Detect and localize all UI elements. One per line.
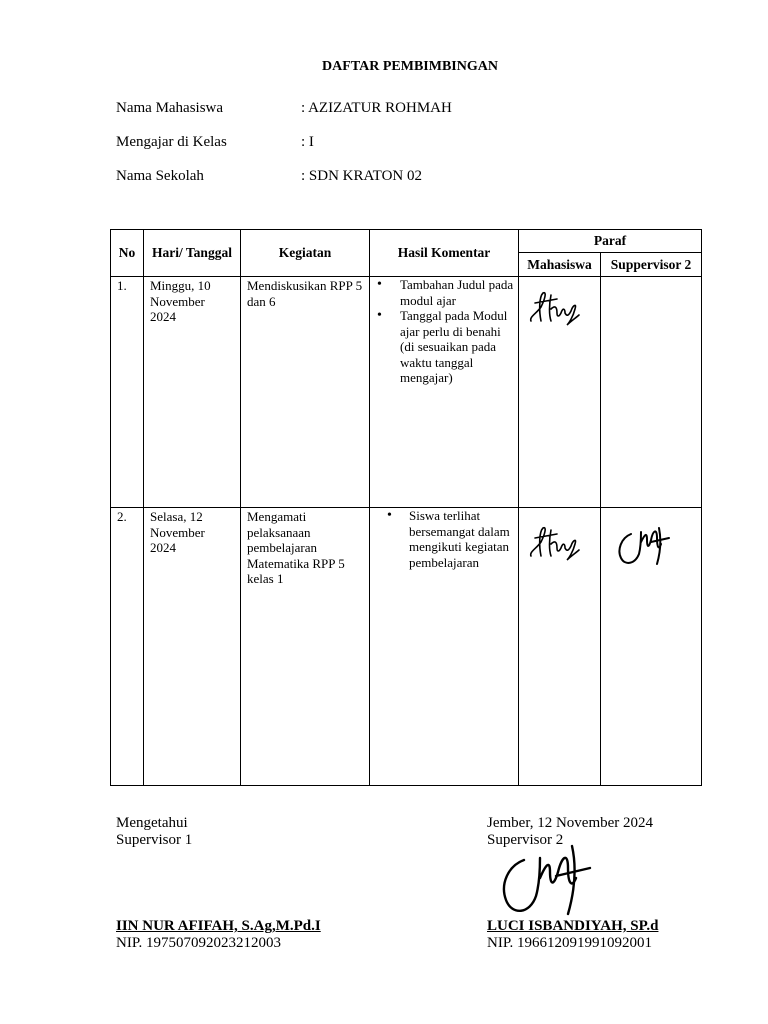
table-row bbox=[111, 277, 702, 508]
header-student: Mahasiswa bbox=[519, 253, 601, 277]
table-row bbox=[111, 508, 702, 786]
row-no: 1. bbox=[117, 278, 127, 293]
row-date: Minggu, 10 November 2024 bbox=[150, 278, 211, 324]
info-value: : AZIZATUR ROHMAH bbox=[301, 100, 452, 116]
document-title: DAFTAR PEMBIMBINGAN bbox=[322, 59, 498, 74]
info-value: : SDN KRATON 02 bbox=[301, 168, 422, 184]
header-date: Hari/ Tanggal bbox=[144, 230, 241, 277]
footer-right-signatory bbox=[487, 918, 658, 952]
student-signature-icon bbox=[527, 522, 581, 564]
supervisor-signature-icon bbox=[613, 520, 673, 570]
row-activity: Mengamati pelaksanaan pembelajaran Matematika RPP 5 kelas 1 bbox=[247, 509, 345, 586]
row-no: 2. bbox=[117, 509, 127, 524]
header-activity: Kegiatan bbox=[241, 230, 370, 277]
supervisor1-nip: NIP. 197507092023212003 bbox=[116, 935, 282, 951]
footer-left-line1: Mengetahui bbox=[116, 815, 188, 831]
header-no: No bbox=[111, 230, 144, 277]
header-supervisor: Suppervisor 2 bbox=[601, 253, 702, 277]
info-row-student bbox=[116, 100, 452, 117]
supervisor2-signature-icon bbox=[494, 838, 598, 922]
row-comments bbox=[370, 508, 518, 570]
info-row-class bbox=[116, 134, 314, 151]
comment-item: • Siswa terlihat bersemangat dalam mengikuti kegiatan pembelajaran bbox=[409, 508, 518, 570]
info-label: Mengajar di Kelas bbox=[116, 134, 227, 150]
footer-left bbox=[116, 815, 192, 849]
student-signature-icon bbox=[527, 287, 581, 329]
footer-left-signatory bbox=[116, 918, 321, 952]
footer-right-line2: Supervisor 2 bbox=[487, 832, 564, 848]
info-value: : I bbox=[301, 134, 314, 150]
row-activity: Mendiskusikan RPP 5 dan 6 bbox=[247, 278, 363, 309]
row-comments bbox=[370, 277, 518, 386]
footer-left-line2: Supervisor 1 bbox=[116, 832, 193, 848]
info-row-school bbox=[116, 168, 422, 185]
comment-item: • Tanggal pada Modul ajar perlu di benahi (di sesuaikan pada waktu tanggal mengajar) bbox=[400, 308, 518, 386]
info-label: Nama Mahasiswa bbox=[116, 100, 224, 116]
supervisor2-name: LUCI ISBANDIYAH, SP.d bbox=[487, 918, 659, 934]
supervisor1-name: IIN NUR AFIFAH, S.Ag,M.Pd.I bbox=[116, 918, 321, 934]
footer-right-line1: Jember, 12 November 2024 bbox=[487, 815, 654, 831]
row-date: Selasa, 12 November 2024 bbox=[150, 509, 205, 555]
guidance-table bbox=[110, 229, 702, 786]
supervisor2-nip: NIP. 196612091991092001 bbox=[487, 935, 653, 951]
comment-item: • Tambahan Judul pada modul ajar bbox=[400, 277, 518, 308]
header-result: Hasil Komentar bbox=[370, 230, 519, 277]
header-paraf: Paraf bbox=[519, 230, 702, 253]
info-label: Nama Sekolah bbox=[116, 168, 204, 184]
